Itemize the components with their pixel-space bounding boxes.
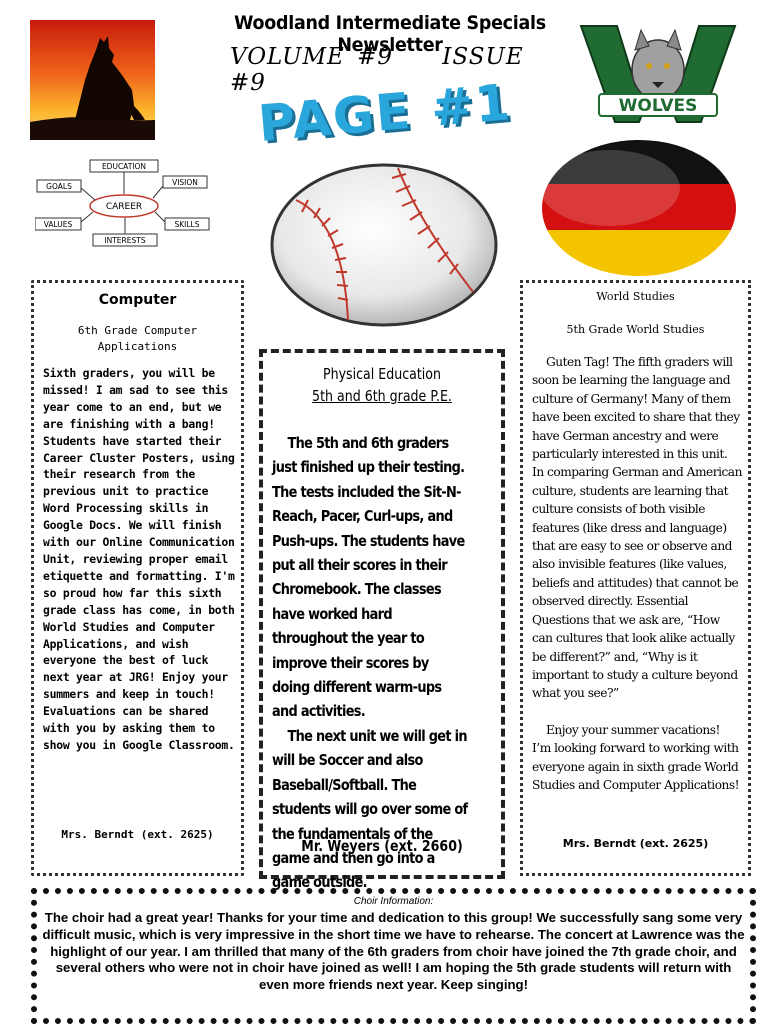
choir-heading: Choir Information: bbox=[353, 896, 434, 907]
choir-section bbox=[31, 888, 756, 1024]
issue-label: ISSUE #9 bbox=[230, 44, 524, 96]
world-studies-body bbox=[532, 353, 742, 794]
world-studies-paragraph-2: Enjoy your summer vacations! I’m looking forward to working with everyone again in sixth grade World Studies and Computer Applications! bbox=[532, 722, 740, 792]
pe-heading-line2: 5th and 6th grade P.E. bbox=[312, 387, 452, 405]
howling-wolf-image bbox=[30, 20, 155, 140]
career-node-values: VALUES bbox=[43, 220, 73, 229]
newsletter-title: Woodland Intermediate Specials Newsletter bbox=[234, 12, 546, 56]
computer-section bbox=[31, 280, 244, 876]
computer-subheading bbox=[34, 323, 241, 355]
baseball-image bbox=[268, 160, 500, 330]
career-node-skills: SKILLS bbox=[174, 220, 200, 229]
pe-body bbox=[272, 431, 468, 895]
world-studies-signature: Mrs. Berndt (ext. 2625) bbox=[562, 837, 709, 850]
career-node-center: CAREER bbox=[105, 202, 143, 212]
pe-body-paragraph-1: The 5th and 6th graders just finished up their testing. The tests included the Sit-N-Reach, Pacer, Curl-ups, and Push-ups. The students have put all their scores in their Chromebook. The classes have worked hard throughout the year to improve their scores by doing different warm-ups and activities. bbox=[272, 434, 465, 721]
page-number-banner: PAGE #1 bbox=[255, 73, 515, 153]
career-node-education: EDUCATION bbox=[101, 162, 147, 171]
computer-heading: Computer bbox=[98, 292, 177, 308]
computer-subheading-line1: 6th Grade Computer bbox=[77, 324, 198, 337]
career-node-vision: VISION bbox=[172, 178, 198, 187]
pe-signature: Mr. Weyers (ext. 2660) bbox=[301, 837, 463, 855]
pe-heading-line1: Physical Education bbox=[323, 365, 441, 383]
world-studies-paragraph-1: Guten Tag! The fifth graders will soon be learning the language and culture of Germany! Many of them have been excited to share that they have German ancestry and were particularly interested in this unit. In comparing German and American culture, students are learning that culture consists of both visible features (like dress and language) that are easy to see or observe and also invisible features (like values, beliefs and attitudes) that cannot be observed directly. Essential Questions that we ask are, “How can cultures that look alike actually be different?” and, “Why is it important to study a culture beyond what you see?” bbox=[532, 355, 742, 701]
choir-body: The choir had a great year! Thanks for your time and dedication to this group! We successfully sang some very difficult music, which is very impressive in the short time we have to rehearse. The concert at Lawrence was the highlight of our year. I am thrilled that many of the 6th graders from choir have joined the 7th grade choir, and several others who were not in choir have joined as well! I am hoping the 5th grade students will return with even more friends next year. Keep singing! bbox=[42, 910, 745, 993]
wolves-logo bbox=[577, 22, 739, 127]
computer-body: Sixth graders, you will be missed! I am sad to see this year come to an end, but we are finishing with a bang! Students have started their Career Cluster Posters, using their research from the previous unit to practice Word Processing skills in Google Docs. We will finish with our Online Communication Unit, reviewing proper email etiquette and formatting. I'm so proud how far this sixth grade class has come, in both World Studies and Computer Applications, and wish everyone the best of luck next year at JRG! Enjoy your summers and keep in touch! Evaluations can be shared with you by asking them to show you in Google Classroom. bbox=[43, 366, 235, 752]
career-node-goals: GOALS bbox=[46, 182, 72, 191]
world-studies-section bbox=[520, 280, 751, 876]
world-studies-heading: World Studies bbox=[596, 290, 675, 303]
pe-section bbox=[259, 349, 505, 892]
pe-body-paragraph-2: The next unit we will get in will be Soccer and also Baseball/Softball. The students will go over some of the fundamentals of the game and then go into a game outside. bbox=[272, 726, 468, 892]
career-diagram bbox=[35, 158, 220, 248]
logo-text: WOLVES bbox=[618, 96, 698, 116]
world-studies-subheading: 5th Grade World Studies bbox=[566, 323, 705, 336]
computer-signature: Mrs. Berndt (ext. 2625) bbox=[61, 828, 214, 841]
career-node-interests: INTERESTS bbox=[104, 236, 146, 245]
computer-subheading-line2: Applications bbox=[97, 340, 178, 353]
germany-flag-image bbox=[540, 138, 738, 278]
pe-heading bbox=[282, 363, 482, 407]
volume-label: VOLUME #9 bbox=[230, 44, 394, 70]
